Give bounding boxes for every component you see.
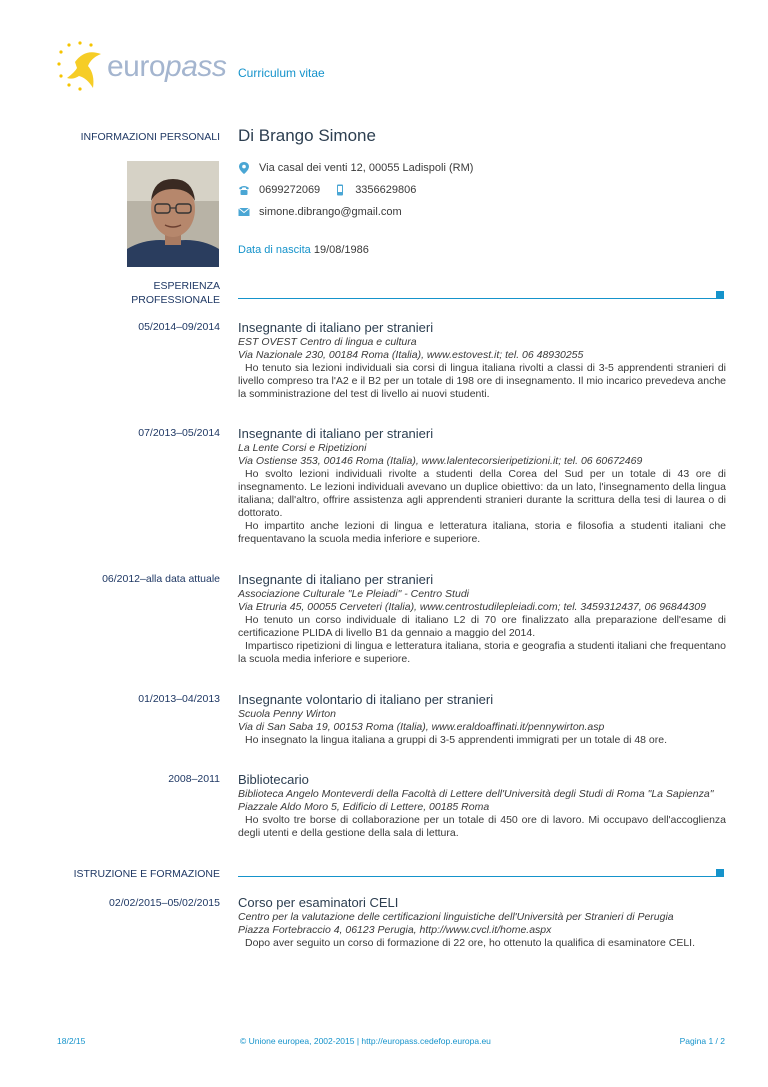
entry-org: Centro per la valutazione delle certificazioni linguistiche dell'Università per Stranieri di Perugia	[238, 911, 674, 923]
entry-title: Insegnante di italiano per stranieri	[238, 572, 434, 587]
experience-entry	[238, 692, 726, 747]
entry-org: Associazione Culturale "Le Pleiadi" - Centro Studi	[238, 588, 469, 600]
entry-date: 02/02/2015–05/02/2015	[109, 897, 220, 909]
phone-row	[238, 184, 416, 196]
profile-photo	[127, 161, 219, 267]
section-label-education: ISTRUZIONE E FORMAZIONE	[73, 868, 220, 880]
entry-address: Via Etruria 45, 00055 Cerveteri (Italia), www.centrostudilepleiadi.com; tel. 3459312437, 06 96844309	[238, 601, 706, 613]
section-label-experience-line1: ESPERIENZA	[153, 280, 220, 292]
entry-description: Ho impartito anche lezioni di lingua e letteratura italiana, storia e filosofia a studenti italiani che frequentavano la scuola media inferiore e superiore.	[238, 520, 726, 545]
entry-description: Ho tenuto sia lezioni individuali sia corsi di lingua italiana rivolti a classi di 3-5 apprendenti stranieri di livello compreso tra l'A2 e il B2 per un totale di 198 ore di insegnamento. Il mio incarico prevedeva anche la somministrazione del test di livello ai nuovi studenti.	[238, 362, 726, 400]
entry-title: Insegnante di italiano per stranieri	[238, 426, 434, 441]
section-divider-marker	[716, 291, 724, 299]
location-pin-icon	[238, 162, 250, 174]
entry-description: Ho svolto lezioni individuali rivolte a studenti della Corea del Sud per un totale di 43 ore di insegnamento. Le lezioni individuali avevano un duplice obiettivo: da un lato, l'insegnamento della lingua italiana; dall'altro, offrire assistenza agli apprendenti stranieri durante la scrittura della tesi di laurea o di dottorato.	[238, 468, 726, 519]
entry-description: Dopo aver seguito un corso di formazione di 22 ore, ho ottenuto la qualifica di esaminatore CELI.	[245, 937, 696, 949]
entry-title: Insegnante volontario di italiano per stranieri	[238, 692, 494, 707]
entry-address: Piazza Fortebraccio 4, 06123 Perugia, http://www.cvcl.it/home.aspx	[238, 924, 552, 936]
dob-label: Data di nascita	[238, 244, 311, 256]
entry-address: Via Nazionale 230, 00184 Roma (Italia), www.estovest.it; tel. 06 48930255	[238, 349, 584, 361]
experience-entry	[238, 426, 726, 546]
europass-star-figure-icon	[55, 40, 115, 96]
email-row	[238, 206, 402, 218]
entry-description: Ho svolto tre borse di collaborazione per un totale di 450 ore di lavoro. Mi occupavo dell'accoglienza degli utenti e della gestione della sala di lettura.	[238, 814, 726, 839]
europass-wordmark: europass	[107, 50, 227, 83]
experience-entry	[238, 572, 726, 666]
entry-address: Via di San Saba 19, 00153 Roma (Italia), www.eraldoaffinati.it/pennywirton.asp	[238, 721, 605, 733]
europass-logo	[55, 40, 235, 96]
footer-date: 18/2/15	[57, 1036, 86, 1046]
person-name: Di Brango Simone	[238, 126, 376, 145]
section-divider-experience	[238, 298, 718, 299]
entry-description: Ho tenuto un corso individuale di italiano L2 di 70 ore finalizzato alla preparazione dell'esame di certificazione PLIDA di livello B1 da gennaio a maggio del 2014.	[238, 614, 726, 639]
section-divider-education	[238, 876, 718, 877]
entry-org: La Lente Corsi e Ripetizioni	[238, 442, 367, 454]
entry-date: 05/2014–09/2014	[138, 321, 220, 333]
experience-entry	[238, 320, 726, 401]
entry-address: Via Ostiense 353, 00146 Roma (Italia), www.lalentecorsieripetizioni.it; tel. 06 60672469	[238, 455, 643, 467]
section-label-experience	[131, 279, 220, 307]
address-text: Via casal dei venti 12, 00055 Ladispoli (RM)	[259, 162, 474, 174]
date-of-birth	[238, 244, 369, 256]
document-title: Curriculum vitae	[238, 66, 325, 80]
mobile-text[interactable]: 3356629806	[355, 184, 417, 196]
entry-date: 2008–2011	[168, 773, 220, 785]
envelope-icon	[238, 206, 250, 218]
footer-page-number: Pagina 1 / 2	[679, 1036, 725, 1046]
entry-description: Impartisco ripetizioni di lingua e letteratura italiana, storia e geografia a studenti italiani che frequentano la scuola media inferiore e superiore.	[238, 640, 726, 665]
experience-entry	[238, 772, 726, 840]
dob-value: 19/08/1986	[313, 244, 369, 256]
phone-text[interactable]: 0699272069	[259, 184, 321, 196]
entry-date: 06/2012–alla data attuale	[102, 573, 220, 585]
section-label-experience-line2: PROFESSIONALE	[131, 294, 220, 306]
section-label-personal: INFORMAZIONI PERSONALI	[80, 131, 220, 143]
address-row	[238, 162, 473, 174]
entry-date: 07/2013–05/2014	[138, 427, 220, 439]
mobile-phone-icon	[334, 184, 346, 196]
entry-title: Corso per esaminatori CELI	[238, 895, 399, 910]
telephone-icon	[238, 184, 250, 196]
entry-title: Bibliotecario	[238, 772, 309, 787]
entry-org: Biblioteca Angelo Monteverdi della Facoltà di Lettere dell'Università degli Studi di Roma "La Sapienza"	[238, 788, 714, 800]
entry-org: EST OVEST Centro di lingua e cultura	[238, 336, 417, 348]
entry-title: Insegnante di italiano per stranieri	[238, 320, 434, 335]
entry-address: Piazzale Aldo Moro 5, Edificio di Lettere, 00185 Roma	[238, 801, 490, 813]
entry-date: 01/2013–04/2013	[138, 693, 220, 705]
footer-copyright[interactable]: © Unione europea, 2002-2015 | http://europass.cedefop.europa.eu	[240, 1036, 491, 1046]
section-divider-marker	[716, 869, 724, 877]
education-entry	[238, 895, 726, 950]
entry-org: Scuola Penny Wirton	[238, 708, 336, 720]
entry-description: Ho insegnato la lingua italiana a gruppi di 3-5 apprendenti immigrati per un totale di 48 ore.	[245, 734, 668, 746]
email-link[interactable]: simone.dibrango@gmail.com	[259, 206, 402, 218]
